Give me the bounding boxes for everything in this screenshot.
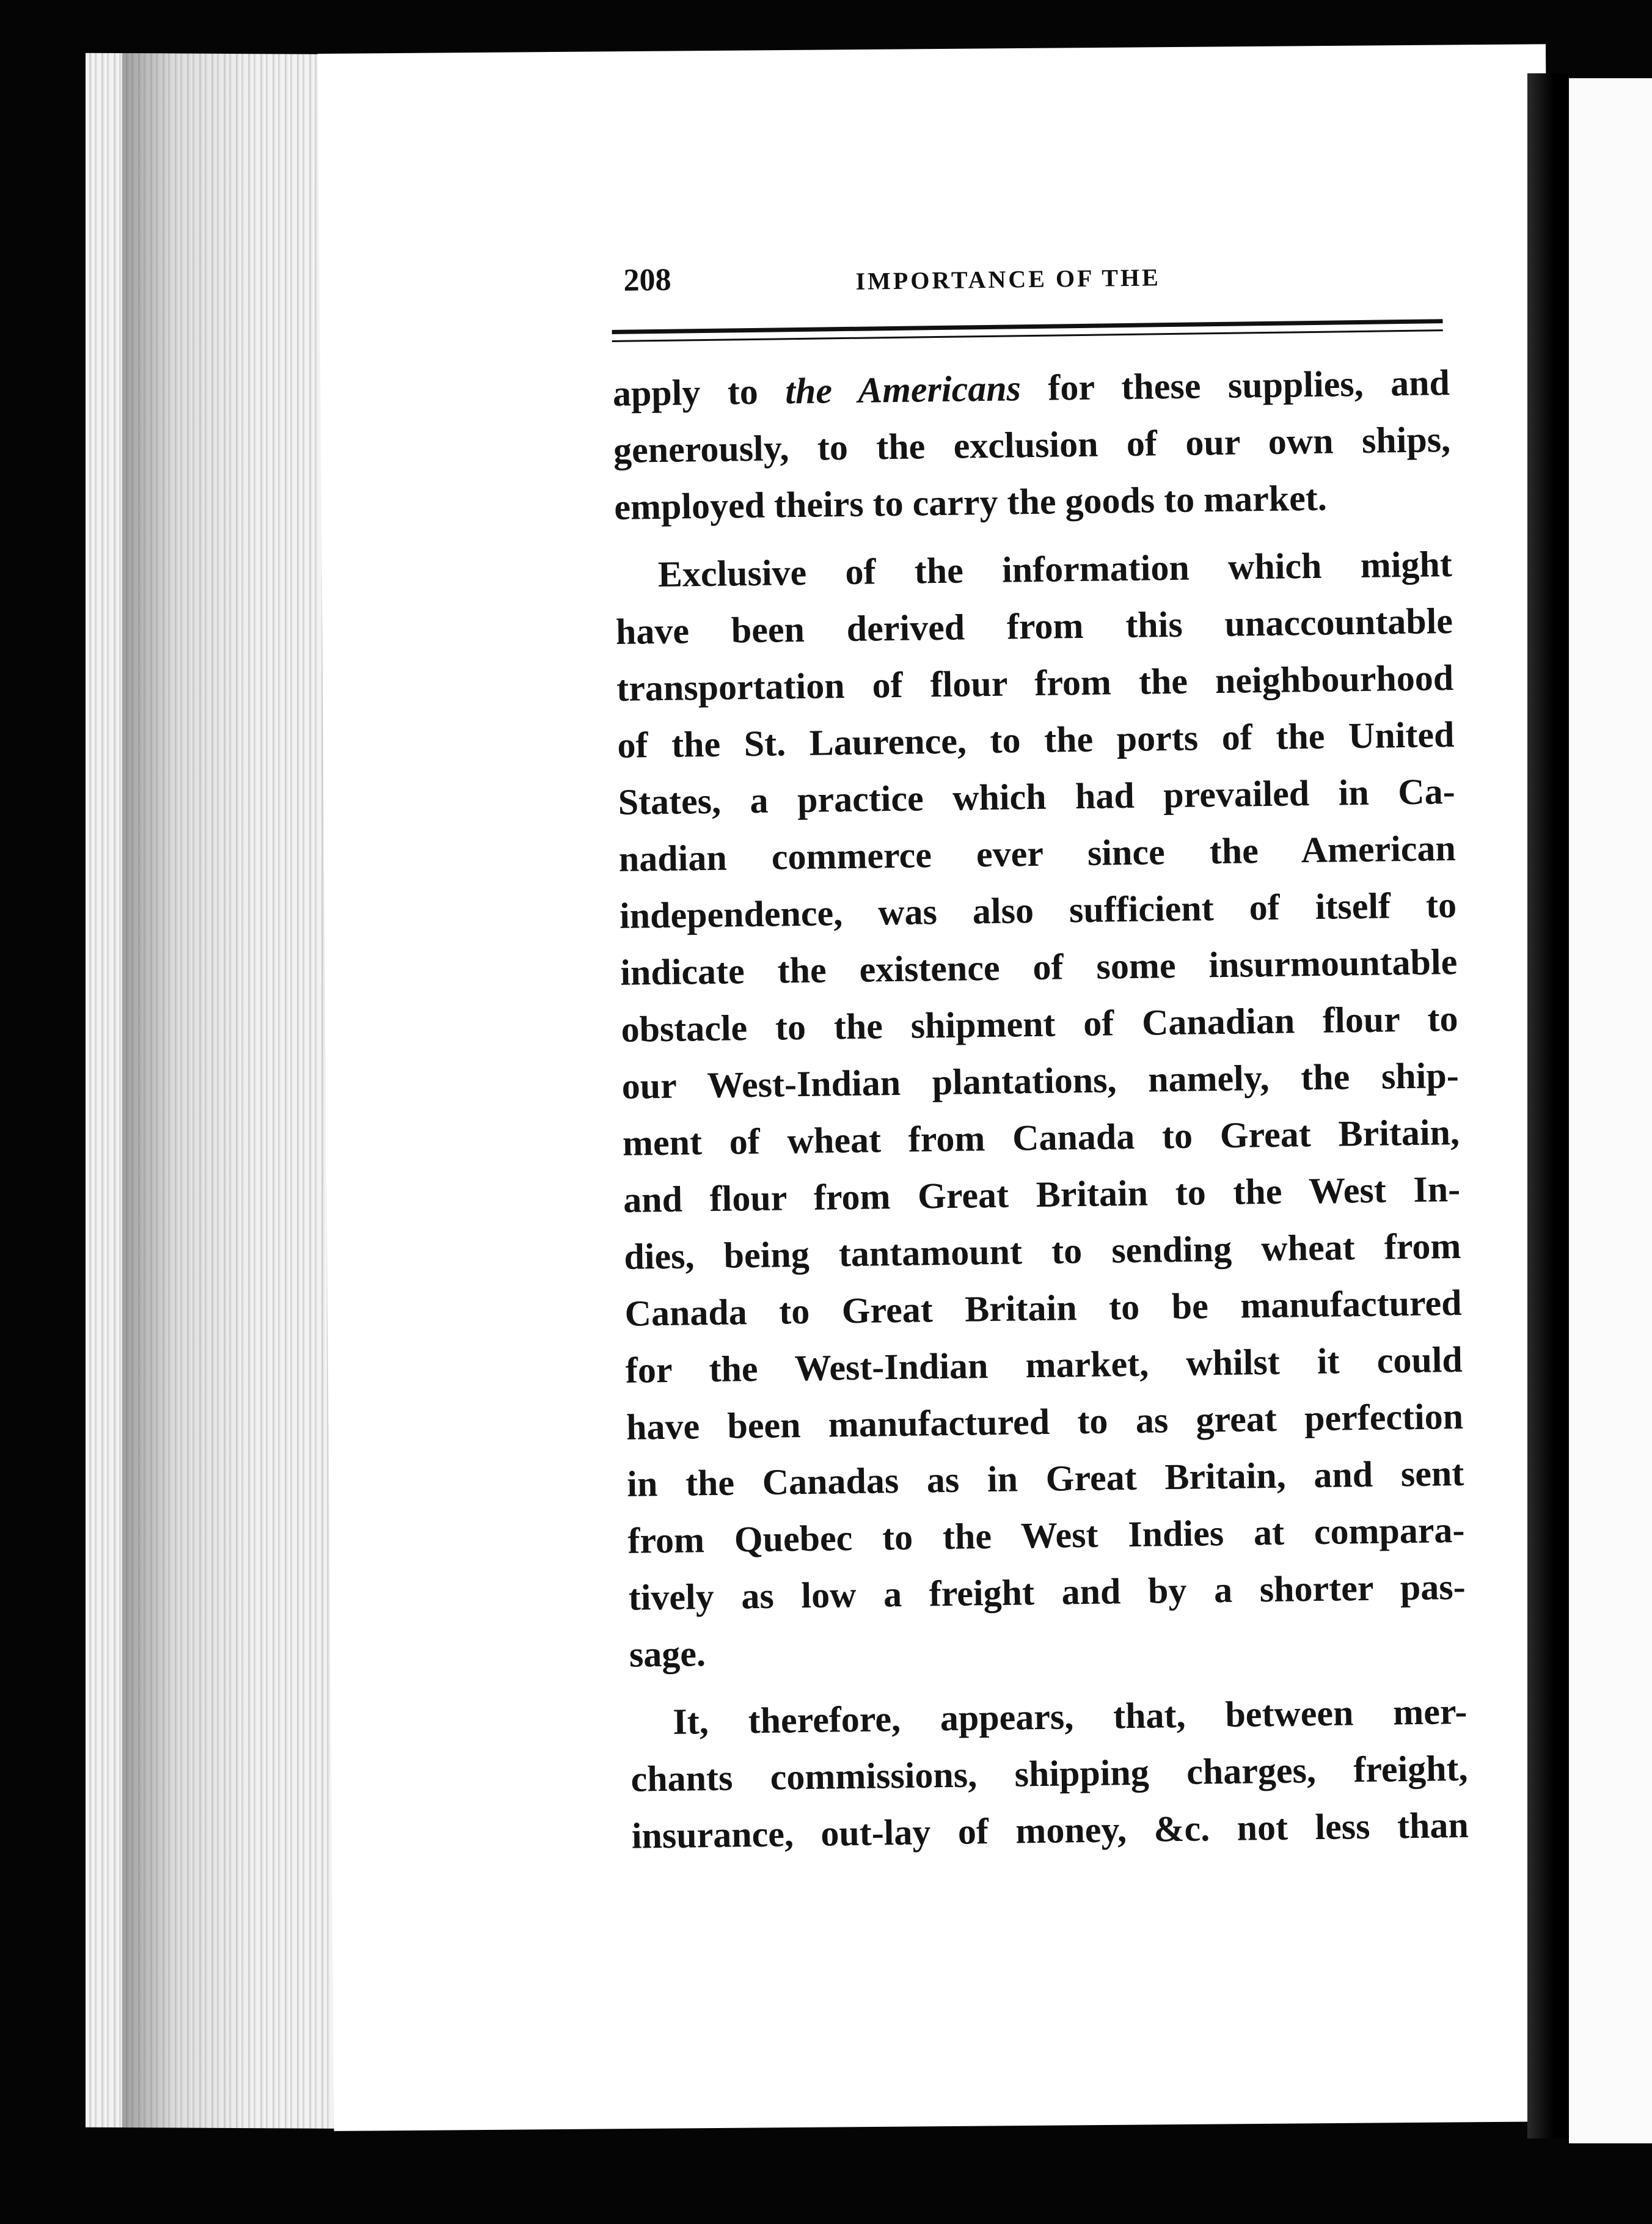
paragraph <box>630 1683 1469 1865</box>
text-line <box>624 1218 1461 1286</box>
text-line <box>630 1683 1467 1751</box>
text-segment: in the Canadas as in Great Britain, and sent <box>626 1452 1464 1504</box>
text-line <box>630 1740 1468 1808</box>
text-segment: chants commissions, shipping charges, freight, <box>630 1747 1468 1799</box>
text-segment: sage. <box>629 1633 706 1675</box>
text-segment: transportation of flour from the neighbourhood <box>616 657 1454 709</box>
text-segment: employed theirs to carry the goods to market. <box>613 477 1328 527</box>
text-segment: tively as low a freight and by a shorter pas- <box>628 1566 1466 1618</box>
running-title: IMPORTANCE OF THE <box>855 263 1161 295</box>
text-line <box>631 1797 1469 1865</box>
text-line <box>621 1047 1459 1115</box>
text-segment: Exclusive of the information which might <box>657 544 1453 595</box>
text-line <box>622 1104 1460 1172</box>
text-segment: obstacle to the shipment of Canadian flour to <box>621 998 1458 1050</box>
text-line <box>618 820 1456 888</box>
text-segment: of the St. Laurence, to the ports of the United <box>617 714 1455 766</box>
text-line <box>627 1502 1465 1570</box>
page-content <box>611 246 1469 1865</box>
text-line <box>620 877 1457 945</box>
text-line <box>615 536 1452 604</box>
paragraph <box>612 354 1452 536</box>
text-segment: Canada to Great Britain to be manufactured <box>624 1282 1462 1334</box>
text-line <box>626 1388 1463 1456</box>
text-segment: for the West-Indian market, whilst it could <box>625 1339 1463 1391</box>
text-line <box>612 354 1450 422</box>
text-line <box>614 468 1452 536</box>
text-segment: It, therefore, appears, that, between mer- <box>672 1691 1467 1742</box>
body-text <box>612 354 1469 1865</box>
text-segment: indicate the existence of some insurmountable <box>620 941 1458 993</box>
text-line <box>616 649 1454 717</box>
text-line <box>621 990 1458 1058</box>
text-segment: from Quebec to the West Indies at compara- <box>627 1509 1465 1561</box>
facing-page-edge <box>1569 78 1652 2143</box>
text-line <box>625 1331 1463 1399</box>
text-line <box>624 1275 1462 1342</box>
text-segment: apply to <box>612 371 786 414</box>
paragraph <box>615 536 1466 1683</box>
text-segment: for these supplies, and <box>1020 362 1450 409</box>
text-line <box>615 593 1453 660</box>
header-rule <box>612 319 1443 342</box>
text-segment: nadian commerce ever since the American <box>618 827 1456 879</box>
text-line <box>628 1559 1466 1626</box>
text-segment: States, a practice which had prevailed in Ca- <box>618 770 1456 822</box>
text-line <box>623 1161 1461 1229</box>
text-segment: and flour from Great Britain to the West In- <box>623 1168 1461 1220</box>
gutter-shadow <box>1527 73 1571 2138</box>
text-line <box>620 934 1458 1001</box>
text-segment: have been derived from this unaccountable <box>615 601 1453 652</box>
text-segment: insurance, out-lay of money, &c. not less than <box>631 1804 1469 1856</box>
text-segment: ment of wheat from Canada to Great Britain, <box>622 1111 1460 1163</box>
text-segment: dies, being tantamount to sending wheat from <box>623 1225 1461 1277</box>
text-segment: independence, was also sufficient of itself to <box>619 884 1457 936</box>
running-head <box>611 246 1449 305</box>
text-line <box>618 763 1455 831</box>
text-line <box>629 1615 1466 1683</box>
text-line <box>627 1445 1464 1513</box>
text-segment: our West-Indian plantations, namely, the ship- <box>621 1055 1460 1107</box>
text-line <box>617 706 1455 774</box>
page-number: 208 <box>623 262 671 298</box>
text-segment: generously, to the exclusion of our own ships, <box>613 419 1451 470</box>
text-segment: have been manufactured to as great perfection <box>626 1395 1464 1447</box>
text-line <box>613 411 1451 479</box>
italic-text: the Americans <box>784 368 1022 412</box>
